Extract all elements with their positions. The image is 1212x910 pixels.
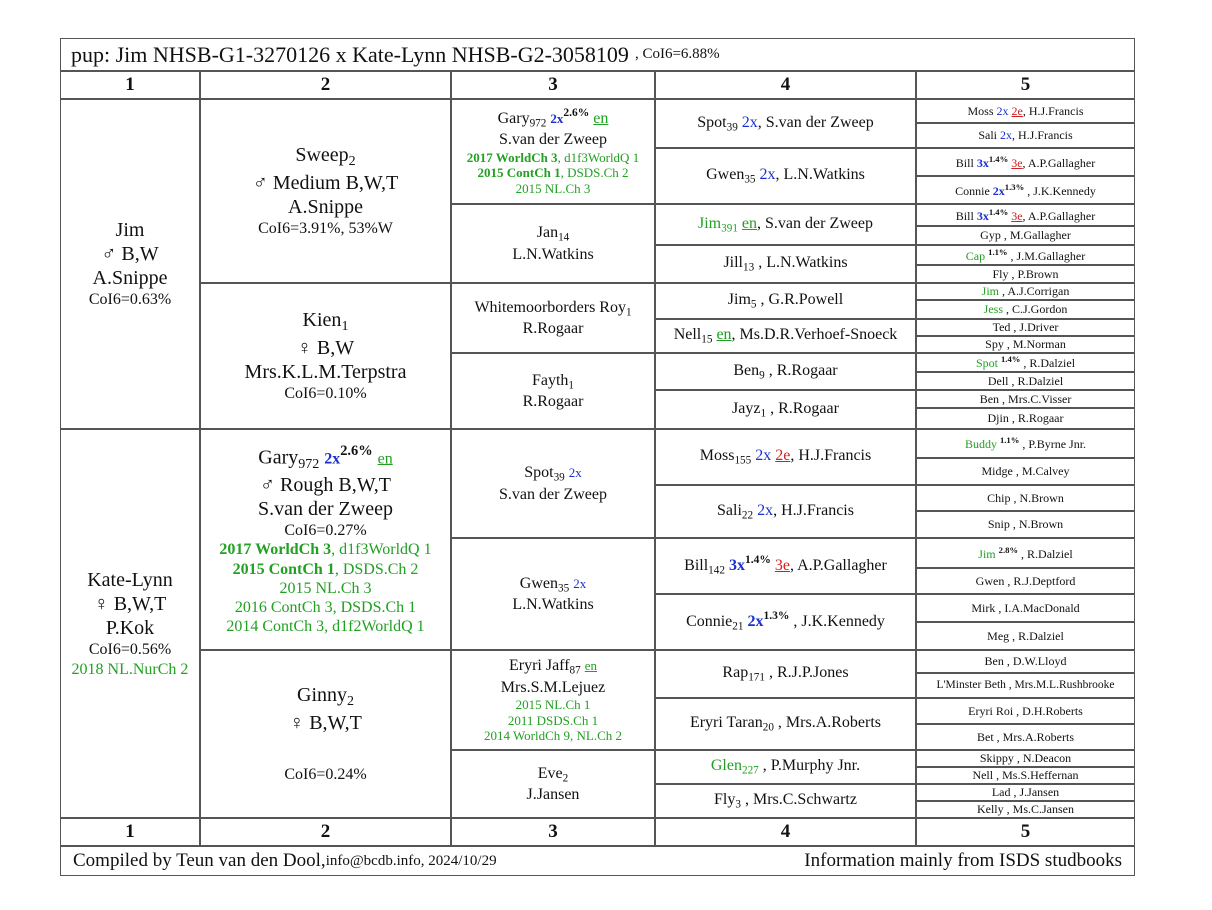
- g3-eve-cell: [451, 750, 655, 818]
- gary-cell: [200, 429, 451, 650]
- ginny-cell: [200, 650, 451, 818]
- g4-gwen-cell: Gwen$_{35}$ 2x, L.N.Watkins: [655, 148, 916, 204]
- g3-gary-breeder: S.van der Zweep: [499, 131, 607, 149]
- column-header-5: 5: [916, 71, 1135, 99]
- kien-coi: CoI6=0.10%: [284, 385, 367, 403]
- sire-name: Jim: [115, 219, 145, 242]
- ginny-coi: CoI6=0.24%: [284, 766, 367, 784]
- g3-gary-cell: [451, 99, 655, 204]
- g3-roy-cell: [451, 283, 655, 353]
- g5-gwen-cell: Gwen , R.J.Deptford: [916, 568, 1135, 594]
- g5-cap-cell: Cap $^{1.1\%}$ , J.M.Gallagher: [916, 245, 1135, 265]
- g5-snip-cell: Snip , N.Brown: [916, 511, 1135, 538]
- g4-bill-cell: Bill$_{142}$ $3x^{1.4\%}$ 3e, A.P.Gallagher: [655, 538, 916, 594]
- sire-cell: [60, 99, 200, 429]
- g5-connie-cell: Connie $2x^{1.3\%}$ , J.K.Kennedy: [916, 176, 1135, 204]
- column-footer-3: 3: [451, 818, 655, 846]
- column-footer-1: 1: [60, 818, 200, 846]
- g3-fayth-breeder: R.Rogaar: [522, 393, 584, 411]
- footer: [60, 846, 1135, 876]
- gary-award-3: 2015 NL.Ch 3: [279, 579, 372, 597]
- g3-jaff-award-1: 2015 NL.Ch 1: [515, 697, 591, 713]
- dam-coi: CoI6=0.56%: [88, 641, 172, 659]
- sweep-sex-coat: ♂ Medium B,W,T: [252, 172, 399, 195]
- g5-chip-cell: Chip , N.Brown: [916, 485, 1135, 511]
- ginny-name: Ginny$_2$: [297, 684, 354, 710]
- g4-jill-cell: Jill$_{13}$ , L.N.Watkins: [655, 245, 916, 283]
- g4-nell-en-link[interactable]: en: [716, 326, 732, 344]
- g3-gary-en-link[interactable]: en: [593, 109, 609, 127]
- g3-fayth-name: Fayth$_1$: [531, 371, 575, 391]
- gary-sex-coat: ♂ Rough B,W,T: [260, 474, 391, 497]
- g3-spot-cell: [451, 429, 655, 538]
- g5-ben-cell: Ben , Mrs.C.Visser: [916, 390, 1135, 408]
- g5-jess-cell: Jess , C.J.Gordon: [916, 300, 1135, 319]
- g5-kelly-cell: Kelly , Ms.C.Jansen: [916, 801, 1135, 818]
- g5-spy-cell: Spy , M.Norman: [916, 336, 1135, 353]
- sweep-coi: CoI6=3.91%, 53%W: [258, 220, 393, 238]
- g3-gwen-name: Gwen$_{35}$ 2x: [519, 574, 587, 594]
- g3-gwen-breeder: L.N.Watkins: [512, 596, 594, 614]
- g3-fayth-cell: [451, 353, 655, 429]
- sweep-name: Sweep$_2$: [295, 144, 356, 170]
- kien-name: Kien$_1$: [302, 309, 349, 335]
- g5-bill-cell: Bill $3x^{1.4\%}$ 3e, A.P.Gallagher: [916, 148, 1135, 176]
- column-footer-4: 4: [655, 818, 916, 846]
- gary-coi: CoI6=0.27%: [284, 522, 367, 540]
- gary-name: Gary$_{972}$ $2x^{2.6\%}$ en: [258, 442, 393, 472]
- g5-moss-cell: Moss 2x 2e, H.J.Francis: [916, 99, 1135, 123]
- g3-gary-name: Gary$_{972}$ $2x^{2.6\%}$ en: [497, 106, 609, 129]
- g3-roy-name: Whitemoorborders Roy$_1$: [474, 298, 632, 318]
- title-coi: , CoI6=6.88%: [634, 46, 720, 62]
- gary-award-5: 2014 ContCh 3, d1f2WorldQ 1: [226, 618, 425, 636]
- g3-jaff-name: Eryri Jaff$_{87}$ en: [508, 657, 598, 677]
- g5-meg-cell: Meg , R.Dalziel: [916, 622, 1135, 650]
- g5-nell-cell: Nell , Ms.S.Heffernan: [916, 767, 1135, 784]
- column-header-2: 2: [200, 71, 451, 99]
- g5-beth-cell: L'Minster Beth , Mrs.M.L.Rushbrooke: [916, 673, 1135, 698]
- g3-jaff-breeder: Mrs.S.M.Lejuez: [500, 678, 606, 696]
- g5-ben2-cell: Ben , D.W.Lloyd: [916, 650, 1135, 673]
- dam-breeder: P.Kok: [105, 617, 155, 640]
- g3-jan-cell: [451, 204, 655, 283]
- g5-lad-cell: Lad , J.Jansen: [916, 784, 1135, 801]
- g5-buddy-cell: Buddy $^{1.1\%}$ , P.Byrne Jnr.: [916, 429, 1135, 458]
- gary-award-4: 2016 ContCh 3, DSDS.Ch 1: [234, 598, 417, 616]
- sweep-breeder: A.Snippe: [288, 196, 363, 219]
- footer-email[interactable]: info@bcdb.info, 2024/10/29: [325, 852, 497, 869]
- gary-award-2: 2015 ContCh 1, DSDS.Ch 2: [232, 560, 419, 578]
- g5-sali-cell: Sali 2x, H.J.Francis: [916, 123, 1135, 148]
- g3-gwen-cell: [451, 538, 655, 650]
- gary-en-link[interactable]: en: [377, 450, 393, 468]
- g5-jim2-cell: Jim $^{2.8\%}$ , R.Dalziel: [916, 538, 1135, 568]
- footer-source: Information mainly from ISDS studbooks: [804, 850, 1122, 871]
- g3-jaff-en-link[interactable]: en: [584, 658, 598, 674]
- g3-eve-breeder: J.Jansen: [526, 786, 580, 804]
- kien-sex-coat: ♀ B,W: [296, 337, 355, 360]
- g3-spot-name: Spot$_{39}$ 2x: [524, 464, 582, 484]
- pedigree-sheet: [60, 38, 1135, 876]
- g5-jim-cell: Jim , A.J.Corrigan: [916, 283, 1135, 300]
- g4-ben-cell: Ben$_9$ , R.Rogaar: [655, 353, 916, 390]
- footer-compiled: Compiled by Teun van den Dool,: [73, 850, 326, 871]
- g5-fly-cell: Fly , P.Brown: [916, 265, 1135, 283]
- g3-gary-award-1: 2017 WorldCh 3, d1f3WorldQ 1: [466, 149, 640, 165]
- g5-bet-cell: Bet , Mrs.A.Roberts: [916, 724, 1135, 750]
- g3-gary-award-2: 2015 ContCh 1, DSDS.Ch 2: [477, 165, 629, 181]
- dam-name: Kate-Lynn: [87, 569, 173, 592]
- column-header-3: 3: [451, 71, 655, 99]
- g4-fly-cell: Fly$_3$ , Mrs.C.Schwartz: [655, 784, 916, 818]
- kien-cell: [200, 283, 451, 429]
- g4-jayz-cell: Jayz$_1$ , R.Rogaar: [655, 390, 916, 429]
- dam-cell: [60, 429, 200, 818]
- g3-jan-breeder: L.N.Watkins: [512, 245, 594, 263]
- pedigree-title: [60, 38, 1135, 71]
- g4-connie-cell: Connie$_{21}$ $2x^{1.3\%}$ , J.K.Kennedy: [655, 594, 916, 650]
- g4-taran-cell: Eryri Taran$_{20}$ , Mrs.A.Roberts: [655, 698, 916, 750]
- g3-jan-name: Jan$_{14}$: [536, 224, 570, 244]
- g4-sali-cell: Sali$_{22}$ 2x, H.J.Francis: [655, 485, 916, 538]
- g3-jaff-award-2: 2011 DSDS.Ch 1: [507, 712, 599, 728]
- column-footer-2: 2: [200, 818, 451, 846]
- g5-roi-cell: Eryri Roi , D.H.Roberts: [916, 698, 1135, 724]
- g4-nell-cell: Nell$_{15}$ en, Ms.D.R.Verhoef-Snoeck: [655, 319, 916, 353]
- g4-spot-cell: Spot$_{39}$ 2x, S.van der Zweep: [655, 99, 916, 148]
- g5-skippy-cell: Skippy , N.Deacon: [916, 750, 1135, 767]
- g4-glen-cell: Glen$_{227}$ , P.Murphy Jnr.: [655, 750, 916, 784]
- sire-sex-coat: ♂ B,W: [101, 243, 159, 266]
- g3-roy-breeder: R.Rogaar: [522, 320, 584, 338]
- g3-spot-breeder: S.van der Zweep: [499, 485, 607, 503]
- sire-coi: CoI6=0.63%: [88, 291, 172, 309]
- g3-eve-name: Eve$_2$: [537, 764, 569, 784]
- title-main: pup: Jim NHSB-G1-3270126 x Kate-Lynn NHSB-G2-3058109: [71, 41, 629, 67]
- g5-djin-cell: Djin , R.Rogaar: [916, 408, 1135, 429]
- column-header-1: 1: [60, 71, 200, 99]
- g5-ted-cell: Ted , J.Driver: [916, 319, 1135, 336]
- g4-moss-cell: Moss$_{155}$ 2x 2e, H.J.Francis: [655, 429, 916, 485]
- g5-dell-cell: Dell , R.Dalziel: [916, 372, 1135, 390]
- g5-mirk-cell: Mirk , I.A.MacDonald: [916, 594, 1135, 622]
- gary-award-1: 2017 WorldCh 3, d1f3WorldQ 1: [219, 541, 432, 559]
- g5-spot-cell: Spot $^{1.4\%}$ , R.Dalziel: [916, 353, 1135, 372]
- g3-jaff-award-3: 2014 WorldCh 9, NL.Ch 2: [483, 728, 623, 744]
- g3-gary-award-3: 2015 NL.Ch 3: [515, 180, 591, 196]
- g4-rap-cell: Rap$_{171}$ , R.J.P.Jones: [655, 650, 916, 698]
- dam-sex-coat: ♀ B,W,T: [93, 593, 167, 616]
- g3-jaff-cell: [451, 650, 655, 750]
- g4-jim-en-link[interactable]: en: [741, 214, 758, 232]
- column-footer-5: 5: [916, 818, 1135, 846]
- g4-jims-cell: Jim$_5$ , G.R.Powell: [655, 283, 916, 319]
- sweep-cell: [200, 99, 451, 283]
- dam-award: 2018 NL.NurCh 2: [71, 660, 189, 678]
- g4-jim-cell: Jim$_{391}$ en, S.van der Zweep: [655, 204, 916, 245]
- ginny-sex-coat: ♀ B,W,T: [289, 712, 362, 735]
- g5-midge-cell: Midge , M.Calvey: [916, 458, 1135, 485]
- g5-gyp-cell: Gyp , M.Gallagher: [916, 226, 1135, 245]
- g5-bill2-cell: Bill $3x^{1.4\%}$ 3e, A.P.Gallagher: [916, 204, 1135, 226]
- kien-breeder: Mrs.K.L.M.Terpstra: [244, 361, 407, 384]
- gary-breeder: S.van der Zweep: [258, 498, 393, 521]
- sire-breeder: A.Snippe: [92, 267, 168, 290]
- column-header-4: 4: [655, 71, 916, 99]
